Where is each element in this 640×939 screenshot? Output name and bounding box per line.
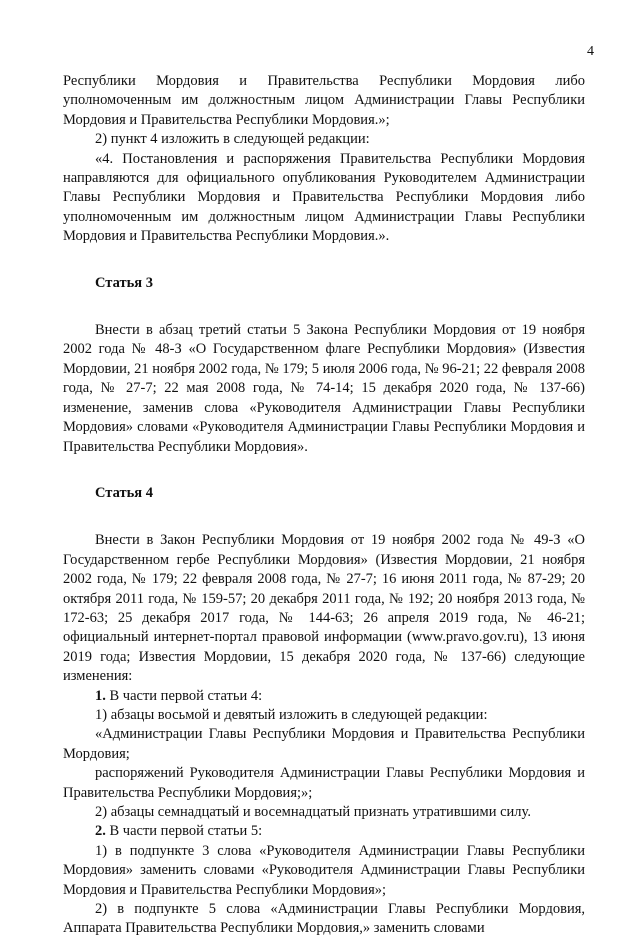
article-3-text: Внести в абзац третий статьи 5 Закона Республики Мордовия от 19 ноября 2002 года № 48-З «О Государственном флаге Республики Мордовия» (Известия Мордовии, 21 ноября 2002 года, № 179; 5 июля 2006 года, № 96-21; 22 февраля 2008 года, № 27-7; 22 мая 2008 года, № 74-14; 15 декабря 2020 года, № 137-66) изменение, заменив слова «Руководителя Администрации Главы Республики Мордовия» словами «Руководителя Администрации Главы Республики Мордовия и Правительства Республики Мордовия». — [63, 322, 585, 455]
article-4-item-2-sub-1: 1) в подпункте 3 слова «Руководителя Администрации Главы Республики Мордовия» заменить словами «Руководителя Администрации Главы Республики Мордовия и Правительства Республики Мордовия»; — [63, 842, 585, 898]
article-4-item-1-quote-2: распоряжений Руководителя Администрации Главы Республики Мордовия и Правительства Республики Мордовия;»; — [63, 765, 585, 801]
paragraph-quote-4: «4. Постановления и распоряжения Правительства Республики Мордовия направляются для официального опубликования Руководителем Администрации Главы Республики Мордовия и Правительства Республики Мордовия либо уполномоченным им должностным лицом Администрации Главы Республики Мордовия и Правительства Республики Мордовия.». — [63, 150, 585, 245]
article-4-item-1 — [63, 687, 585, 706]
page-number: 4 — [587, 44, 594, 59]
document-body — [63, 72, 585, 939]
paragraph-continuation: Республики Мордовия и Правительства Республики Мордовия либо уполномоченным им должностным лицом Администрации Главы Республики Мордовия и Правительства Республики Мордовия.»; — [63, 73, 585, 128]
article-4-heading: Статья 4 — [95, 484, 153, 501]
article-3-heading: Статья 3 — [95, 274, 153, 291]
article-4-intro: Внести в Закон Республики Мордовия от 19 ноября 2002 года № 49-З «О Государственном гербе Республики Мордовия» (Известия Мордовии, 21 ноября 2002 года, № 179; 22 февраля 2008 года, № 27-7; 16 июня 2011 года, № 87-29; 20 октября 2011 года, № 159-57; 20 декабря 2011 года, № 192; 20 ноября 2013 года, № 172-63; 25 декабря 2017 года, № 144-63; 26 апреля 2019 года, № 46-21; официальный интернет-портал правовой информации (www.pravo.gov.ru), 13 июня 2019 года; Известия Мордовии, 15 декабря 2020 года, № 137-66) следующие изменения: — [63, 532, 585, 685]
item-2-text: В части первой статьи 5: — [105, 823, 263, 840]
item-2-number: 2. — [95, 823, 106, 840]
article-4-item-1-quote-1: «Администрации Главы Республики Мордовия и Правительства Республики Мордовия; — [63, 726, 585, 762]
item-1-text: В части первой статьи 4: — [105, 687, 263, 704]
article-4-item-1-sub-1: 1) абзацы восьмой и девятый изложить в следующей редакции: — [95, 706, 488, 723]
item-1-number: 1. — [95, 687, 106, 704]
paragraph-item-2: 2) пункт 4 изложить в следующей редакции: — [95, 131, 370, 148]
article-4-item-1-sub-2: 2) абзацы семнадцатый и восемнадцатый признать утратившими силу. — [95, 804, 531, 820]
article-4-item-2-sub-2: 2) в подпункте 5 слова «Администрации Главы Республики Мордовия, Аппарата Правительства Республики Мордовия,» заменить словами — [63, 901, 585, 937]
article-4-item-2 — [63, 822, 585, 841]
